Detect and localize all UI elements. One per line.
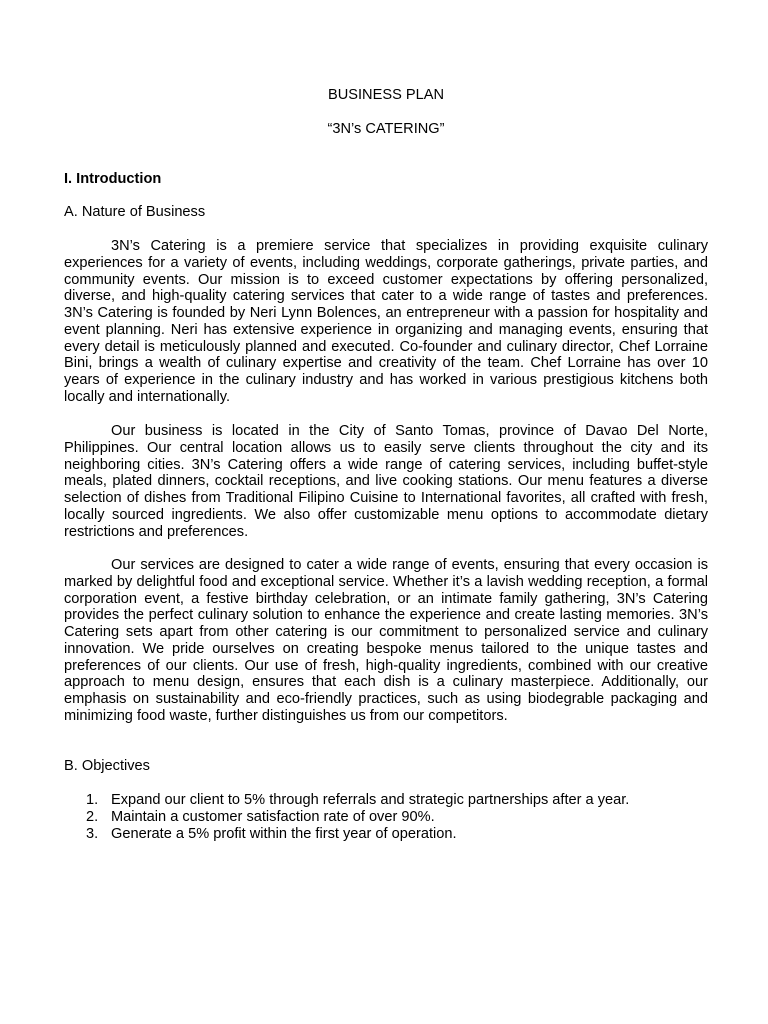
list-item-number: 2. (86, 809, 99, 825)
document-title: BUSINESS PLAN (328, 87, 444, 103)
list-item-text: Maintain a customer satisfaction rate of over 90%. (111, 809, 435, 825)
objectives-list (64, 792, 629, 843)
document-subtitle: “3N’s CATERING” (327, 121, 445, 137)
list-item (64, 792, 629, 809)
list-item-text: Generate a 5% profit within the first year of operation. (111, 826, 457, 842)
subsection-heading-nature-of-business: A. Nature of Business (64, 204, 206, 220)
paragraph-nature-3: Our services are designed to cater a wide range of events, ensuring that every occasion is marked by delightful food and exceptional service. Whether it’s a lavish wedding reception, a formal corporation event, a festive birthday celebration, or an intimate family gathering, 3N’s Catering provides the perfect culinary solution to enhance the experience and create lasting memories. 3N’s Catering sets apart from other catering is our commitment to personalized service and culinary innovation. We pride ourselves on creating bespoke menus tailored to the unique tastes and preferences of our clients. Our use of fresh, high-quality ingredients, combined with our creative approach to menu design, ensures that each dish is a culinary masterpiece. Additionally, our emphasis on sustainability and eco-friendly practices, such as using biodegrable packaging and minimizing food waste, further distinguishes us from our competitors. (64, 557, 708, 724)
list-item-text: Expand our client to 5% through referrals and strategic partnerships after a year. (111, 792, 630, 808)
paragraph-nature-1: 3N’s Catering is a premiere service that specializes in providing exquisite culinary experiences for a variety of events, including weddings, corporate gatherings, private parties, and community events. Our mission is to exceed customer expectations by offering personalized, diverse, and high-quality catering services that cater to a wide range of tastes and preferences. 3N’s Catering is founded by Neri Lynn Bolences, an entrepreneur with a passion for hospitality and event planning. Neri has extensive experience in organizing and managing events, ensuring that every detail is meticulously planned and executed. Co-founder and culinary director, Chef Lorraine Bini, brings a wealth of culinary expertise and creativity of the team. Chef Lorraine has over 10 years of experience in the culinary industry and has worked in various prestigious kitchens both locally and internationally. (64, 238, 708, 405)
list-item-number: 1. (86, 792, 99, 808)
list-item (64, 826, 629, 843)
subsection-heading-objectives: B. Objectives (64, 758, 150, 774)
list-item (64, 809, 629, 826)
section-heading-introduction: I. Introduction (64, 171, 162, 187)
paragraph-nature-2: Our business is located in the City of Santo Tomas, province of Davao Del Norte, Philippines. Our central location allows us to easily serve clients throughout the city and its neighboring cities. 3N’s Catering offers a wide range of catering services, including buffet-style meals, plated dinners, cocktail receptions, and live cooking stations. Our menu features a diverse selection of dishes from Traditional Filipino Cuisine to International favorites, all crafted with fresh, locally sourced ingredients. We also offer customizable menu options to accommodate dietary restrictions and preferences. (64, 423, 708, 540)
list-item-number: 3. (86, 826, 99, 842)
